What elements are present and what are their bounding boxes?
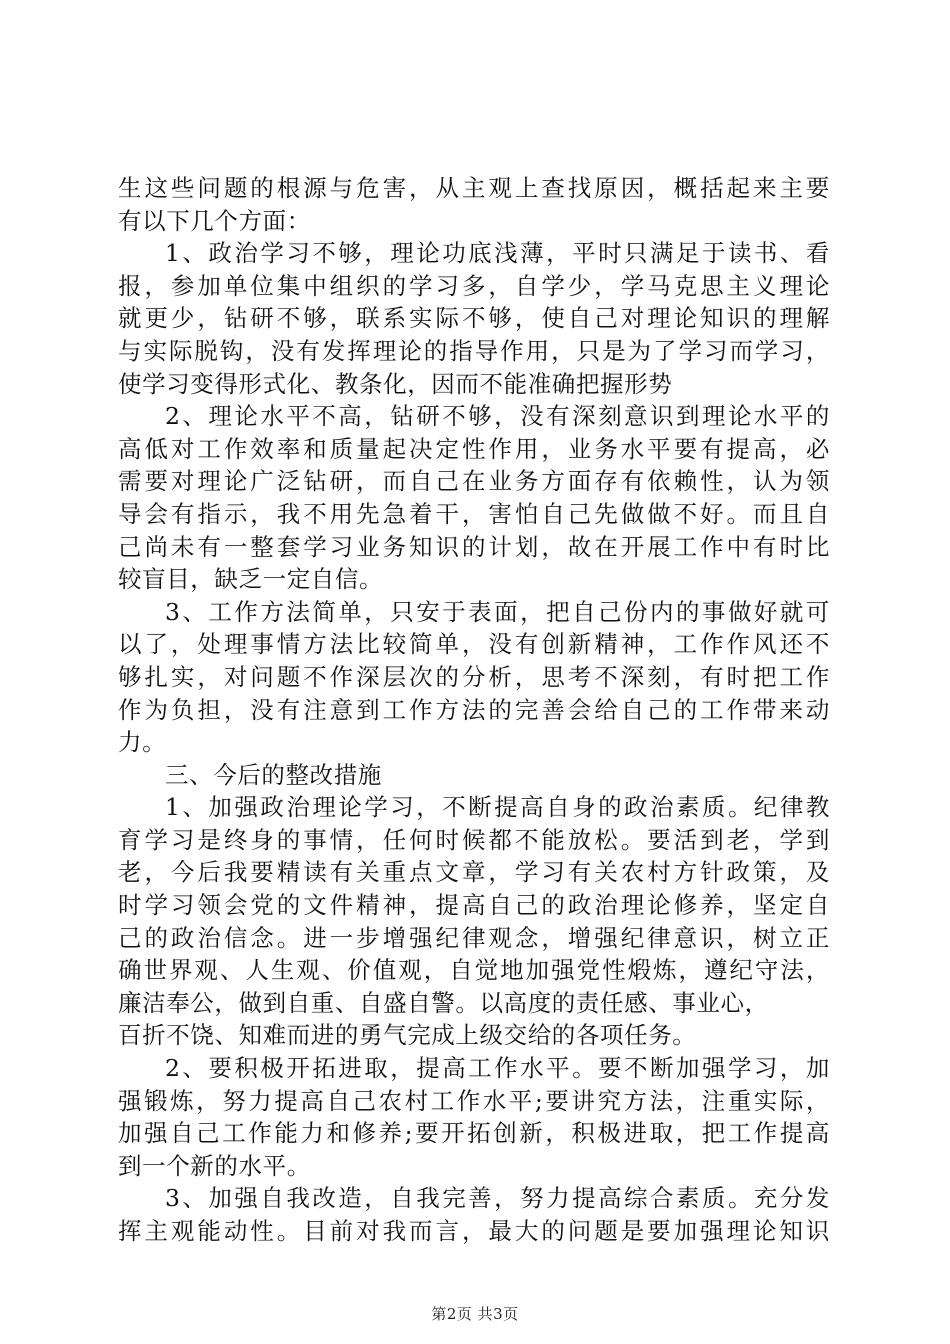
text-line: 廉洁奉公，做到自重、自盛自警。以高度的责任感、事业心， (118, 988, 769, 1017)
text-line: 2、要积极开拓进取，提高工作水平。要不断加强学习，加 (165, 1054, 830, 1083)
section-heading: 三、今后的整改措施 (165, 760, 382, 789)
text-line: 3、工作方法简单，只安于表面，把自己份内的事做好就可 (165, 597, 830, 626)
text-line: 时学习领会党的文件精神，提高自己的政治理论修养，坚定自 (118, 891, 830, 920)
text-line: 加强自己工作能力和修养;要开拓创新，积极进取，把工作提高 (118, 1119, 830, 1148)
text-line: 确世界观、人生观、价值观，自觉地加强党性煅炼，遵纪守法， (118, 956, 830, 985)
text-line: 够扎实，对问题不作深层次的分析，思考不深刻，有时把工作 (118, 662, 830, 691)
text-line: 有以下几个方面： (118, 206, 311, 235)
text-line: 1、加强政治理论学习，不断提高自身的政治素质。纪律教 (165, 793, 830, 822)
text-line: 力。 (118, 728, 167, 757)
text-line: 到一个新的水平。 (118, 1151, 311, 1180)
text-line: 强锻炼，努力提高自己农村工作水平;要讲究方法，注重实际， (118, 1086, 830, 1115)
page-number: 第2页 共3页 (431, 1305, 519, 1323)
text-line: 以了，处理事情方法比较简单，没有创新精神，工作作风还不 (118, 630, 830, 659)
text-line: 使学习变得形式化、教条化，因而不能准确把握形势 (118, 369, 673, 398)
text-line: 生这些问题的根源与危害，从主观上查找原因，概括起来主要 (118, 174, 830, 202)
text-line: 导会有指示，我不用先急着干，害怕自己先做做不好。而且自 (118, 499, 830, 528)
document-body (118, 172, 830, 1248)
text-line: 百折不饶、知难而进的勇气完成上级交给的各项任务。 (118, 1021, 697, 1050)
text-line: 作为负担，没有注意到工作方法的完善会给自己的工作带来动 (118, 695, 830, 724)
text-line: 3、加强自我改造，自我完善，努力提高综合素质。充分发 (165, 1184, 830, 1213)
text-line: 需要对理论广泛钻研，而自己在业务方面存有依赖性，认为领 (118, 467, 830, 496)
text-line: 高低对工作效率和质量起决定性作用，业务水平要有提高，必 (118, 434, 830, 463)
text-line: 挥主观能动性。目前对我而言，最大的问题是要加强理论知识 (118, 1217, 830, 1245)
text-line: 1、政治学习不够，理论功底浅薄，平时只满足于读书、看 (165, 239, 830, 268)
text-line: 报，参加单位集中组织的学习多，自学少，学马克思主义理论 (118, 271, 830, 300)
text-line: 与实际脱钩，没有发挥理论的指导作用，只是为了学习而学习， (118, 336, 830, 365)
text-line: 老，今后我要精读有关重点文章，学习有关农村方针政策，及 (118, 858, 830, 887)
text-line: 2、理论水平不高，钻研不够，没有深刻意识到理论水平的 (165, 402, 830, 431)
text-line: 较盲目，缺乏一定自信。 (118, 565, 384, 594)
text-line: 就更少，钻研不够，联系实际不够，使自己对理论知识的理解 (118, 304, 830, 333)
text-line: 己尚未有一整套学习业务知识的计划，故在开展工作中有时比 (118, 532, 830, 561)
text-line: 己的政治信念。进一步增强纪律观念，增强纪律意识，树立正 (118, 923, 830, 952)
text-line: 育学习是终身的事情，任何时候都不能放松。要活到老，学到 (118, 825, 830, 854)
